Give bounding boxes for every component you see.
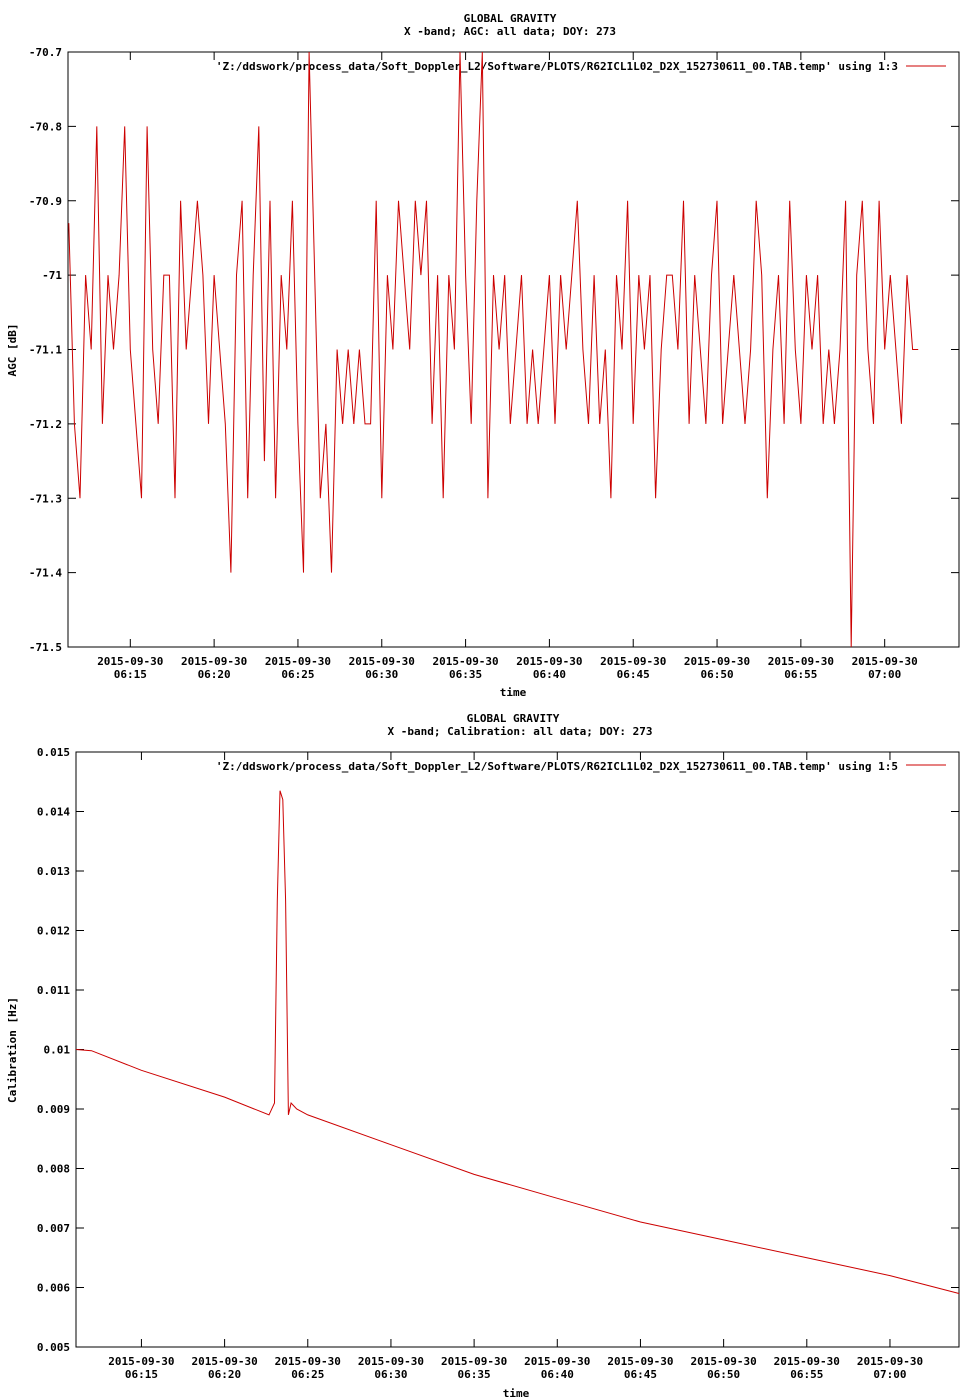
y-tick-label: 0.014 (36, 805, 70, 819)
x-tick-time-label: 06:50 (700, 668, 734, 681)
x-tick-date-label: 2015-09-30 (440, 1355, 508, 1368)
x-tick-date-label: 2015-09-30 (264, 655, 332, 668)
x-tick-time-label: 06:35 (449, 668, 483, 681)
y-tick-label: -71 (42, 269, 62, 283)
x-tick-date-label: 2015-09-30 (690, 1355, 757, 1368)
x-tick-time-label: 06:25 (281, 668, 315, 681)
x-tick-date-label: 2015-09-30 (97, 655, 164, 668)
x-tick-date-label: 2015-09-30 (767, 655, 834, 668)
plot-frame (76, 752, 959, 1347)
x-axis-label: time (499, 686, 527, 699)
y-axis-label: AGC [dB] (6, 323, 19, 377)
y-tick-label: -70.9 (28, 194, 62, 208)
x-tick-time-label: 06:35 (457, 1368, 491, 1381)
x-tick-time-label: 06:55 (790, 1368, 824, 1381)
y-tick-label: 0.012 (36, 924, 70, 938)
y-tick-label: -71.4 (28, 566, 62, 580)
x-tick-time-label: 06:55 (784, 668, 818, 681)
y-tick-label: 0.009 (36, 1103, 70, 1116)
y-tick-label: 0.01 (43, 1043, 70, 1057)
x-tick-time-label: 06:45 (623, 1368, 658, 1381)
x-tick-time-label: 06:30 (365, 668, 399, 681)
x-tick-date-label: 2015-09-30 (108, 1355, 175, 1368)
x-tick-time-label: 06:15 (124, 1368, 158, 1381)
chart-title: GLOBAL GRAVITY (466, 712, 560, 725)
x-tick-date-label: 2015-09-30 (856, 1355, 924, 1368)
x-tick-date-label: 2015-09-30 (683, 655, 751, 668)
x-tick-date-label: 2015-09-30 (600, 655, 667, 668)
y-tick-label: -70.7 (28, 46, 62, 59)
x-tick-date-label: 2015-09-30 (607, 1355, 674, 1368)
x-tick-date-label: 2015-09-30 (773, 1355, 840, 1368)
chart-2 (0, 700, 980, 1400)
y-tick-label: 0.015 (36, 746, 70, 759)
y-tick-label: -70.8 (28, 120, 62, 134)
y-tick-label: -71.3 (28, 492, 62, 506)
x-tick-date-label: 2015-09-30 (191, 1355, 258, 1368)
y-tick-label: 0.006 (36, 1281, 70, 1295)
x-axis-label: time (502, 1387, 530, 1400)
chart-subtitle: X -band; Calibration: all data; DOY: 273 (387, 725, 653, 738)
x-tick-time-label: 06:20 (208, 1368, 242, 1381)
series-line (76, 791, 959, 1294)
x-tick-time-label: 06:20 (197, 668, 231, 681)
x-tick-date-label: 2015-09-30 (357, 1355, 425, 1368)
series-line (69, 52, 918, 647)
y-tick-label: 0.013 (36, 865, 70, 878)
y-tick-label: -71.1 (28, 343, 62, 357)
x-tick-date-label: 2015-09-30 (851, 655, 918, 668)
x-tick-time-label: 06:45 (616, 668, 650, 681)
x-tick-time-label: 07:00 (873, 1368, 907, 1381)
y-tick-label: 0.005 (36, 1341, 70, 1354)
x-tick-date-label: 2015-09-30 (432, 655, 499, 668)
chart-title: GLOBAL GRAVITY (463, 12, 557, 25)
x-tick-time-label: 06:15 (113, 668, 147, 681)
x-tick-date-label: 2015-09-30 (524, 1355, 591, 1368)
x-tick-date-label: 2015-09-30 (274, 1355, 341, 1368)
x-tick-time-label: 06:50 (707, 1368, 741, 1381)
y-tick-label: -71.2 (28, 417, 62, 431)
x-tick-time-label: 07:00 (868, 668, 902, 681)
legend-label: 'Z:/ddswork/process_data/Soft_Doppler_L2/Software/PLOTS/R62ICL1L02_D2X_152730611_00.TAB.temp' using 1:5 (215, 760, 898, 773)
x-tick-date-label: 2015-09-30 (348, 655, 415, 668)
x-tick-time-label: 06:40 (540, 1368, 574, 1381)
y-tick-label: 0.011 (36, 984, 70, 997)
y-tick-label: 0.008 (36, 1162, 70, 1176)
plot-frame (68, 52, 959, 647)
x-tick-time-label: 06:30 (374, 1368, 408, 1381)
x-tick-time-label: 06:40 (532, 668, 566, 681)
y-tick-label: -71.5 (28, 641, 62, 654)
legend-label: 'Z:/ddswork/process_data/Soft_Doppler_L2/Software/PLOTS/R62ICL1L02_D2X_152730611_00.TAB.temp' using 1:3 (215, 60, 898, 73)
x-tick-date-label: 2015-09-30 (181, 655, 248, 668)
calibration-chart-svg (0, 700, 980, 1400)
y-tick-label: 0.007 (36, 1222, 70, 1235)
x-tick-time-label: 06:25 (291, 1368, 325, 1381)
x-tick-date-label: 2015-09-30 (516, 655, 583, 668)
y-axis-label: Calibration [Hz] (6, 997, 19, 1103)
chart-subtitle: X -band; AGC: all data; DOY: 273 (404, 25, 616, 38)
